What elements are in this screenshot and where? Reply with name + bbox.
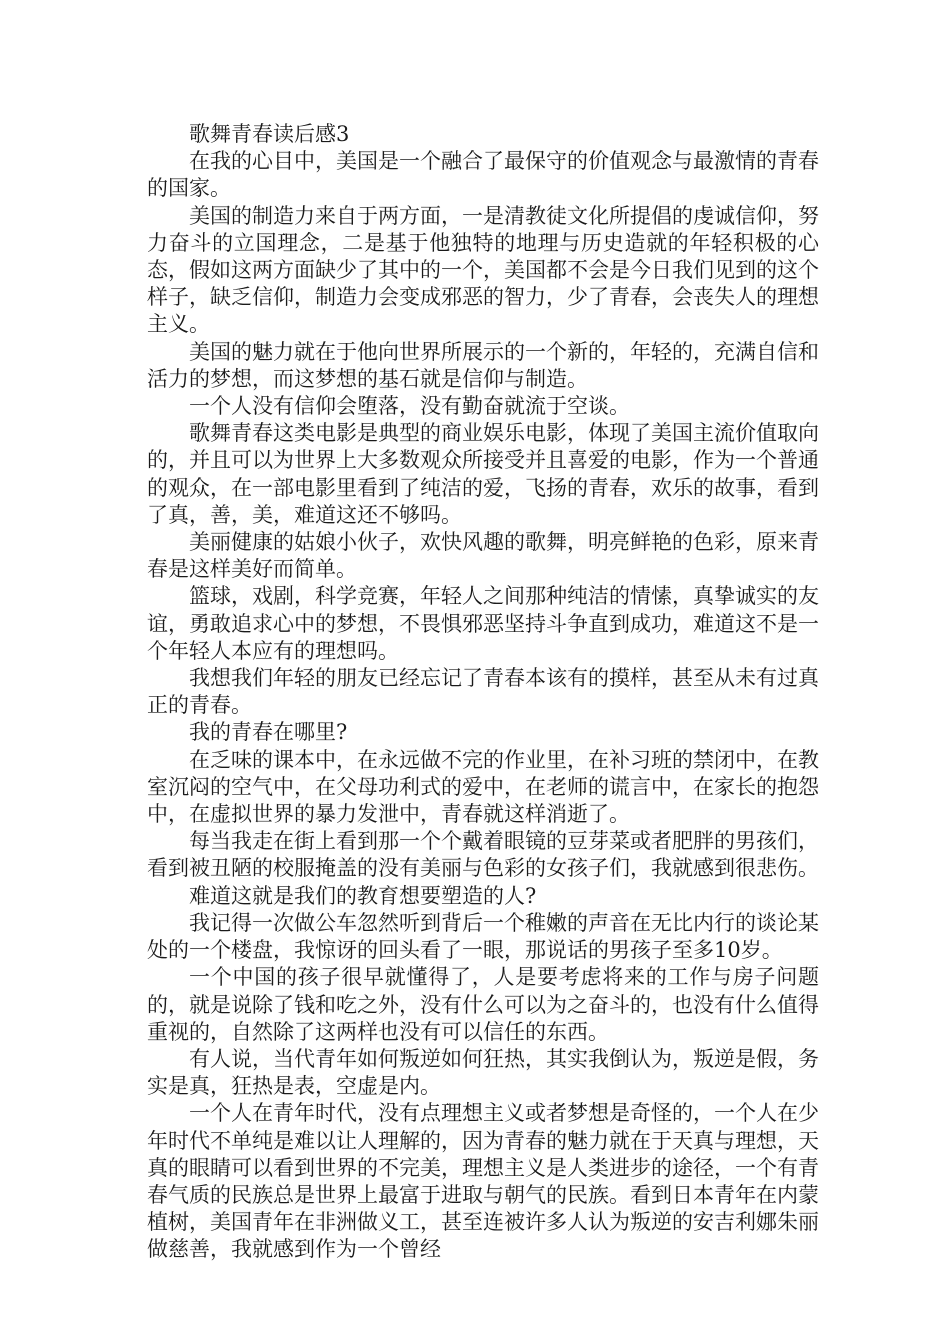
- paragraph: 我想我们年轻的朋友已经忘记了青春本该有的摸样，甚至从未有过真正的青春。: [147, 666, 819, 718]
- paragraph: 歌舞青春这类电影是典型的商业娱乐电影，体现了美国主流价值取向的，并且可以为世界上大多数观众所接受并且喜爱的电影，作为一个普通的观众，在一部电影里看到了纯洁的爱，飞扬的青春，欢乐的故事，看到了真，善，美，难道这还不够吗。: [147, 421, 819, 527]
- document-title: 歌舞青春读后感3: [189, 122, 350, 146]
- paragraph: 在我的心目中，美国是一个融合了最保守的价值观念与最激情的青春的国家。: [147, 149, 819, 201]
- paragraph: 难道这就是我们的教育想要塑造的人?: [189, 883, 537, 908]
- paragraph: 美丽健康的姑娘小伙子，欢快风趣的歌舞，明亮鲜艳的色彩，原来青春是这样美好而简单。: [147, 530, 819, 582]
- paragraph: 美国的魅力就在于他向世界所展示的一个新的，年轻的，充满自信和活力的梦想，而这梦想的基石就是信仰与制造。: [147, 339, 819, 391]
- paragraph: 美国的制造力来自于两方面，一是清教徒文化所提倡的虔诚信仰，努力奋斗的立国理念，二是基于他独特的地理与历史造就的年轻积极的心态，假如这两方面缺少了其中的一个，美国都不会是今日我们见到的这个样子，缺乏信仰，制造力会变成邪恶的智力，少了青春，会丧失人的理想主义。: [147, 203, 819, 337]
- document-page: [147, 121, 819, 1264]
- paragraph: 有人说，当代青年如何叛逆如何狂热，其实我倒认为，叛逆是假，务实是真，狂热是表，空虚是内。: [147, 1046, 819, 1099]
- paragraph: 我记得一次做公车忽然听到背后一个稚嫩的声音在无比内行的谈论某处的一个楼盘，我惊讶的回头看了一眼，那说话的男孩子至多10岁。: [147, 910, 819, 963]
- paragraph: 一个人没有信仰会堕落，没有勤奋就流于空谈。: [189, 394, 630, 419]
- paragraph: 一个中国的孩子很早就懂得了，人是要考虑将来的工作与房子问题的，就是说除了钱和吃之外，没有什么可以为之奋斗的，也没有什么值得重视的，自然除了这两样也没有可以信任的东西。: [147, 965, 819, 1044]
- paragraph: 我的青春在哪里?: [189, 720, 348, 745]
- paragraph: 每当我走在街上看到那一个个戴着眼镜的豆芽菜或者肥胖的男孩们，看到被丑陋的校服掩盖的没有美丽与色彩的女孩子们，我就感到很悲伤。: [147, 829, 819, 881]
- paragraph: 在乏味的课本中，在永远做不完的作业里，在补习班的禁闭中，在教室沉闷的空气中，在父母功利式的爱中，在老师的谎言中，在家长的抱怨中，在虚拟世界的暴力发泄中，青春就这样消逝了。: [147, 747, 819, 827]
- paragraph: 一个人在青年时代，没有点理想主义或者梦想是奇怪的，一个人在少年时代不单纯是难以让人理解的，因为青春的魅力就在于天真与理想，天真的眼睛可以看到世界的不完美，理想主义是人类进步的途径，一个有青春气质的民族总是世界上最富于进取与朝气的民族。看到日本青年在内蒙植树，美国青年在非洲做义工，甚至连被许多人认为叛逆的安吉利娜朱丽做慈善，我就感到作为一个曾经: [147, 1101, 819, 1262]
- paragraph: 篮球，戏剧，科学竞赛，年轻人之间那种纯洁的情愫，真挚诚实的友谊，勇敢追求心中的梦想，不畏惧邪恶坚持斗争直到成功，难道这不是一个年轻人本应有的理想吗。: [147, 584, 819, 663]
